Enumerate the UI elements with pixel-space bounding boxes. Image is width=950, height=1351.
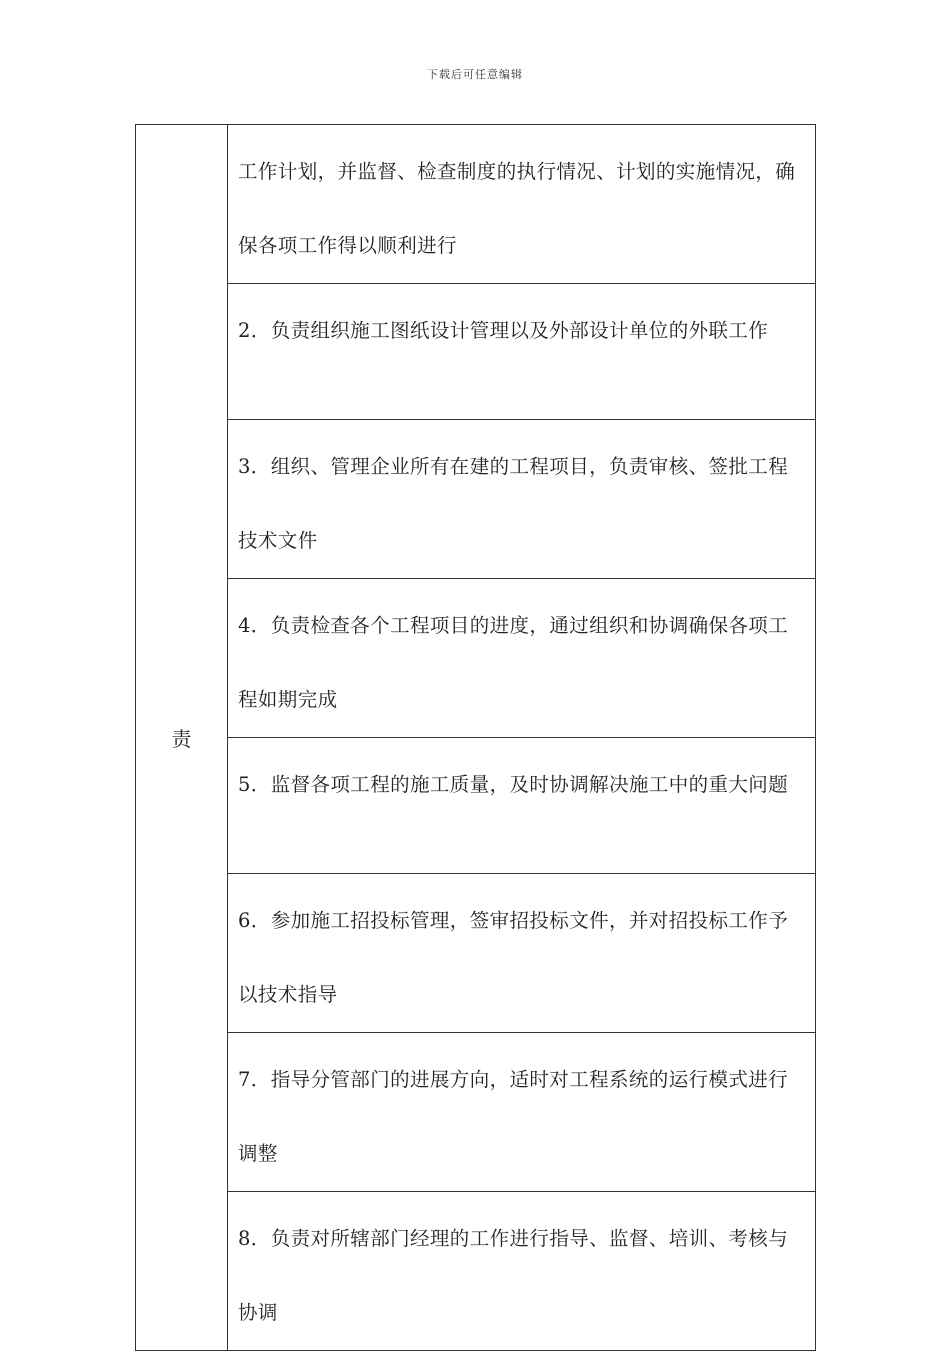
table-row — [136, 874, 816, 1033]
duty-item-text: 7．指导分管部门的进展方向，适时对工程系统的运行模式进行调整 — [238, 1068, 789, 1165]
duty-item-text: 3．组织、管理企业所有在建的工程项目，负责审核、签批工程技术文件 — [238, 455, 789, 552]
duty-item-cell — [228, 420, 816, 579]
page-header-note: 下载后可任意编辑 — [427, 68, 523, 81]
duty-item-cell — [228, 284, 816, 420]
duty-item-text: 工作计划，并监督、检查制度的执行情况、计划的实施情况，确保各项工作得以顺利进行 — [238, 160, 796, 257]
table-row — [136, 284, 816, 420]
duty-item-cell — [228, 579, 816, 738]
table-row — [136, 738, 816, 874]
duty-item-cell — [228, 874, 816, 1033]
duty-item-cell — [228, 125, 816, 284]
table-row — [136, 579, 816, 738]
table-row — [136, 1033, 816, 1192]
table-row — [136, 125, 816, 284]
duty-item-cell — [228, 1033, 816, 1192]
table-row — [136, 420, 816, 579]
duty-item-text: 2．负责组织施工图纸设计管理以及外部设计单位的外联工作 — [238, 319, 769, 342]
duty-item-cell — [228, 1192, 816, 1351]
duty-label-cell — [136, 125, 228, 1351]
duty-table — [135, 124, 816, 1351]
duty-item-text: 8．负责对所辖部门经理的工作进行指导、监督、培训、考核与协调 — [238, 1227, 789, 1324]
duty-item-text: 4．负责检查各个工程项目的进度，通过组织和协调确保各项工程如期完成 — [238, 614, 789, 711]
duty-item-cell — [228, 738, 816, 874]
table-row — [136, 1192, 816, 1351]
duty-item-text: 5．监督各项工程的施工质量，及时协调解决施工中的重大问题 — [238, 773, 789, 796]
duty-label: 责 — [171, 727, 192, 751]
duty-item-text: 6．参加施工招投标管理，签审招投标文件，并对招投标工作予以技术指导 — [238, 909, 789, 1006]
